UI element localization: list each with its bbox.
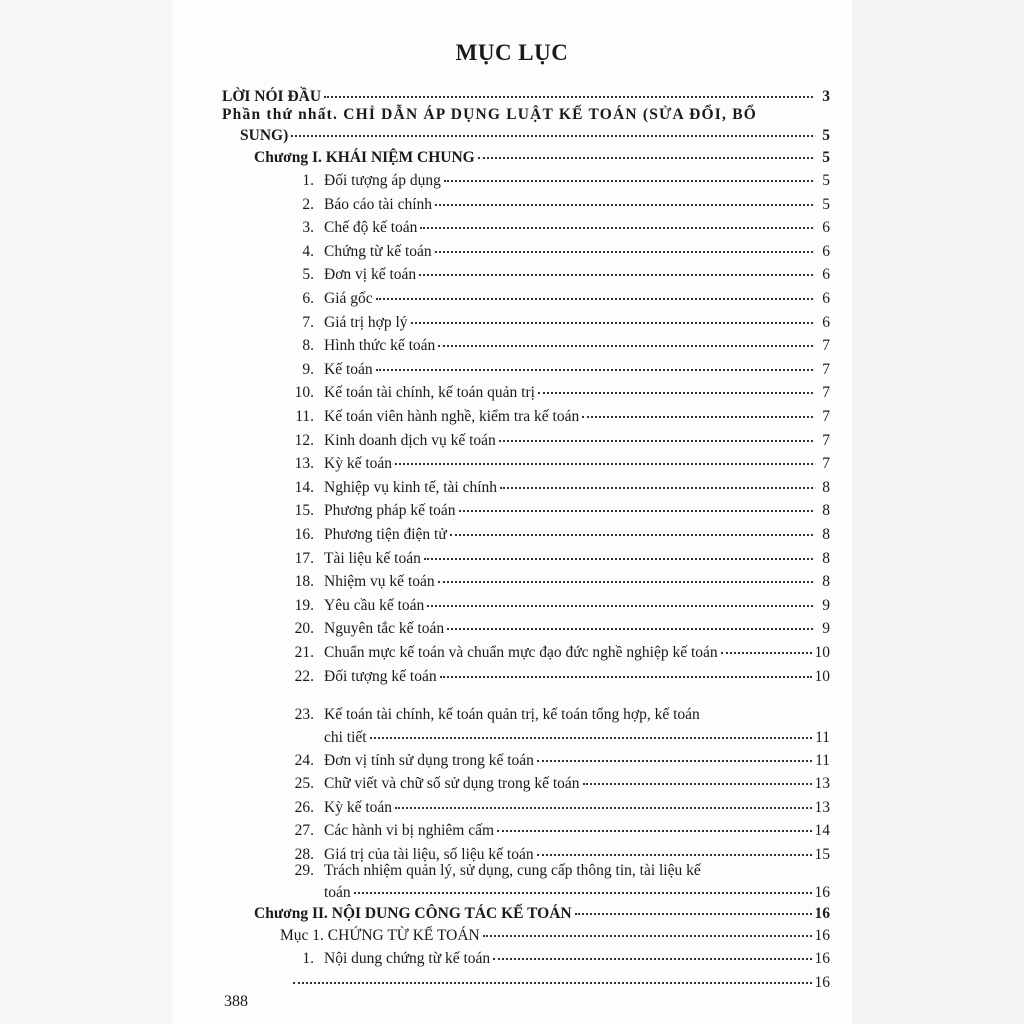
toc-item-last[interactable] [290,950,830,968]
leader-dots [583,783,812,785]
toc-item-number: 6. [302,290,314,307]
toc-item-number: 8. [302,337,314,355]
toc-entry-page: 5 [822,149,830,166]
toc-item-page: 11 [815,729,830,746]
toc-item-page: 16 [814,884,830,901]
toc-item-label: Chứng từ kế toán [324,242,432,260]
toc-item-label: Chuẩn mực kế toán và chuẩn mực đạo đức nghề nghiệp kế toán [324,644,718,661]
toc-item-number: 20. [294,620,314,638]
toc-item-number: 15. [294,502,314,520]
leader-dots [537,760,812,762]
toc-entry-label: Chương II. NỘI DUNG CÔNG TÁC KẾ TOÁN [254,905,572,922]
toc-item-label: Đối tượng kế toán [324,667,437,685]
toc-entry-chapter-1[interactable] [254,149,830,167]
toc-item-number: 26. [294,798,314,816]
toc-item-number: 25. [294,775,314,793]
leader-dots [324,96,813,98]
leader-dots [411,322,813,324]
toc-item[interactable] [290,172,830,190]
toc-item-number: 24. [294,752,314,769]
toc-item-number: 1. [302,172,314,189]
toc-item-label: Phương pháp kế toán [324,502,456,520]
toc-item[interactable] [290,644,830,662]
toc-item[interactable] [290,314,830,332]
toc-item[interactable] [290,668,830,686]
toc-item-label: Kế toán viên hành nghề, kiểm tra kế toán [324,408,580,425]
toc-item-label: Hình thức kế toán [324,337,436,355]
toc-item-label: Kế toán tài chính, kế toán quản trị, kế toán tổng hợp, kế toán [324,706,700,723]
toc-item-number: 11. [295,408,314,425]
leader-dots [444,180,813,182]
toc-item-page: 8 [822,549,830,567]
toc-item-page: 6 [822,313,830,331]
toc-item-label: Giá trị hợp lý [324,313,408,331]
toc-item-label: Nguyên tắc kế toán [324,620,445,638]
toc-item-label-cont: chi tiết [324,729,367,746]
toc-item-page: 6 [822,219,830,237]
toc-item[interactable] [290,846,830,864]
toc-item-page: 5 [822,172,830,189]
toc-item-page: 9 [822,596,830,614]
toc-item[interactable] [290,196,830,214]
toc-item-label: Báo cáo tài chính [324,195,433,213]
leader-dots [537,854,812,856]
toc-item[interactable] [290,337,830,355]
toc-item-label: Giá gốc [324,290,373,307]
toc-entry-part[interactable] [240,127,830,145]
leader-dots [420,227,813,229]
toc-item-page: 6 [822,290,830,307]
leader-dots [438,345,813,347]
toc-item[interactable] [290,799,830,817]
toc-item-29[interactable] [324,884,830,902]
toc-item-number: 4. [302,242,314,260]
toc-item[interactable] [290,219,830,237]
toc-part-line1[interactable]: Phần thứ nhất. CHỈ DẪN ÁP DỤNG LUẬT KẾ TOÁN (SỬA ĐỔI, BỔ [222,106,757,123]
toc-item-page: 14 [814,822,830,840]
toc-item-page: 7 [822,337,830,355]
toc-item-page: 15 [814,845,830,863]
toc-item-page: 7 [822,408,830,425]
leader-dots [440,676,812,678]
toc-entry-label: Chương I. KHÁI NIỆM CHUNG [254,149,475,166]
toc-entry-label: Mục 1. CHỨNG TỪ KẾ TOÁN [280,927,480,944]
leader-dots [354,892,812,894]
toc-entry-page: 3 [822,88,830,105]
toc-item-label: Nội dung chứng từ kế toán [324,950,491,967]
toc-item-last-trailer [290,974,830,992]
leader-dots [478,157,813,159]
page-number: 388 [224,993,248,1010]
toc-item-page: 8 [822,478,830,496]
toc-item-number: 17. [294,549,314,567]
toc-item-page: 9 [822,620,830,638]
toc-item-page: 10 [814,667,830,685]
leader-dots [427,605,813,607]
leader-dots [459,510,813,512]
toc-item-label: Đơn vị kế toán [324,266,417,284]
toc-item[interactable] [290,775,830,793]
toc-item-page: 7 [822,384,830,402]
toc-item-number: 22. [294,667,314,685]
toc-item[interactable] [290,290,830,308]
toc-item-label: Chữ viết và chữ số sử dụng trong kế toán [324,775,580,793]
toc-item-label: Kỳ kế toán [324,455,393,473]
leader-dots [499,440,813,442]
toc-item-page: 11 [815,752,830,769]
toc-item-label: Nghiệp vụ kinh tế, tài chính [324,478,498,496]
toc-item-number: 23. [294,706,314,723]
toc-entry-page: 16 [814,905,830,922]
toc-item-number: 16. [294,526,314,543]
toc-item[interactable] [290,502,830,520]
toc-item-page: 8 [822,526,830,543]
toc-item-number: 21. [294,644,314,661]
leader-dots [376,369,813,371]
toc-item-page: 16 [814,950,830,967]
toc-item-label: Chế độ kế toán [324,219,418,237]
toc-entry-intro[interactable] [222,88,830,106]
toc-item-number: 1. [302,950,314,967]
toc-item-page: 13 [814,798,830,816]
toc-item-page: 5 [822,195,830,213]
leader-dots [497,830,811,832]
leader-dots [721,652,812,654]
toc-item-page: 6 [822,266,830,284]
toc-item-number: 9. [302,360,314,378]
toc-item-number: 10. [294,384,314,402]
toc-item[interactable] [290,822,830,840]
toc-entry-page: 5 [822,127,830,144]
toc-item-label: Kinh doanh dịch vụ kế toán [324,431,496,449]
toc-item[interactable] [290,432,830,450]
toc-item-label: Nhiệm vụ kế toán [324,573,435,591]
toc-item[interactable] [290,361,830,379]
page-title: MỤC LỤC [455,40,569,65]
toc-item-number: 29. [294,862,314,879]
leader-dots [376,298,813,300]
leader-dots [435,204,813,206]
toc-item[interactable] [290,597,830,615]
leader-dots [424,558,813,560]
toc-item[interactable] [290,526,830,544]
toc-entry-section-1[interactable] [280,927,830,945]
toc-item[interactable] [290,550,830,568]
toc-item-page: 8 [822,573,830,591]
toc-entry-label: SUNG) [240,127,289,144]
toc-item[interactable] [290,384,830,402]
toc-item-number: 19. [294,596,314,614]
toc-item-number: 27. [294,822,314,840]
toc-item-label: Đối tượng áp dụng [324,172,441,189]
toc-item-label: Các hành vi bị nghiêm cấm [324,822,495,840]
toc-item-page: 7 [822,455,830,473]
toc-item[interactable] [290,479,830,497]
toc-item-number: 14. [294,478,314,496]
leader-dots [447,628,813,630]
leader-dots [438,581,813,583]
leader-dots [582,416,813,418]
toc-item-page: 6 [822,242,830,260]
toc-item[interactable] [290,752,830,770]
toc-item-23-line1[interactable] [290,706,700,724]
toc-item[interactable] [290,455,830,473]
toc-item-label: Kỳ kế toán [324,798,393,816]
toc-item-number: 18. [294,573,314,591]
leader-dots [435,251,813,253]
leader-dots [370,737,812,739]
toc-entry-page: 16 [814,927,830,944]
toc-item-page: 7 [822,360,830,378]
leader-dots [395,807,811,809]
toc-item[interactable] [290,243,830,261]
leader-dots [493,958,811,960]
leader-dots [538,392,813,394]
toc-item[interactable] [290,408,830,426]
toc-item-label: Trách nhiệm quản lý, sử dụng, cung cấp thông tin, tài liệu kế [324,862,701,879]
toc-item[interactable] [290,266,830,284]
toc-entry-label: LỜI NÓI ĐẦU [222,88,322,105]
leader-dots [450,534,813,536]
toc-entry-chapter-2[interactable] [254,905,830,923]
toc-item-number: 12. [294,431,314,449]
leader-dots [500,487,813,489]
toc-item-page: 13 [814,775,830,793]
toc-item[interactable] [290,620,830,638]
toc-item-number: 3. [302,219,314,237]
toc-item-page: 16 [814,974,830,991]
toc-item-label: Đơn vị tính sử dụng trong kế toán [324,752,534,769]
toc-item-page: 8 [822,502,830,520]
toc-item-label: Yêu cầu kế toán [324,596,425,614]
toc-item-page: 7 [822,431,830,449]
toc-item[interactable] [290,573,830,591]
toc-item-number: 7. [302,313,314,331]
toc-item-label: Kế toán tài chính, kế toán quản trị [324,384,535,402]
leader-dots [419,274,813,276]
leader-dots [291,135,813,137]
toc-item-label-cont: toán [324,884,351,901]
toc-item-23[interactable] [324,729,830,747]
toc-item-29-line1[interactable] [290,862,701,880]
toc-item-number: 5. [302,266,314,284]
toc-item-label: Giá trị của tài liệu, số liệu kế toán [324,845,534,863]
toc-item-label: Kế toán [324,360,373,378]
leader-dots [575,913,812,915]
toc-item-page: 10 [814,644,830,661]
leader-dots [395,463,813,465]
toc-item-label: Phương tiện điện tử [324,526,447,543]
toc-item-label: Tài liệu kế toán [324,549,421,567]
toc-item-number: 28. [294,845,314,863]
toc-item-number: 13. [294,455,314,473]
leader-dots [483,935,812,937]
leader-dots [293,982,812,984]
toc-item-number: 2. [302,195,314,213]
